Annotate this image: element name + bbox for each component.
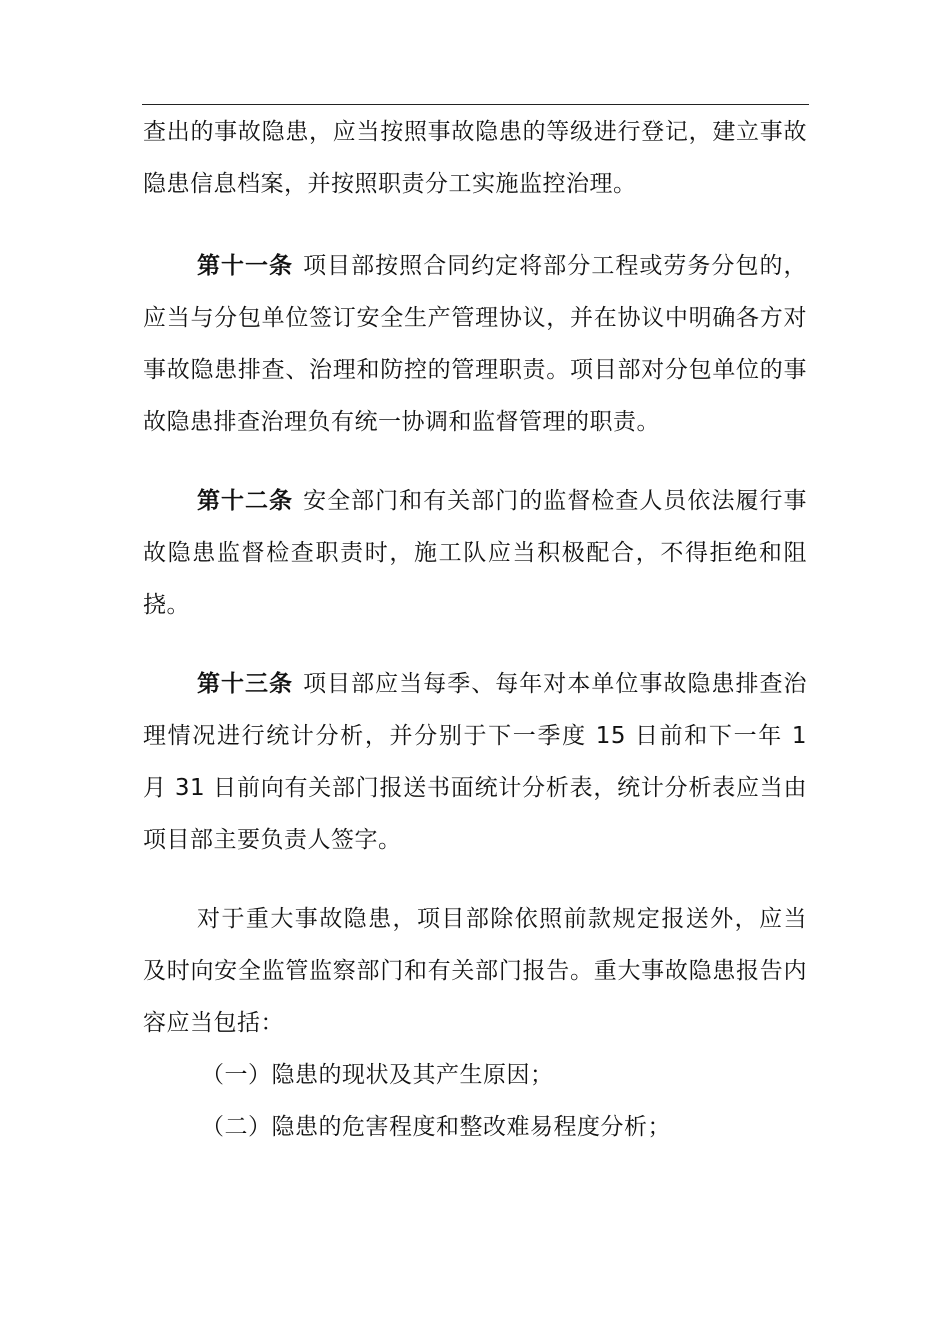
article-13 [143,658,807,866]
article-heading: 第十二条 [197,488,294,514]
article-11 [143,240,807,448]
article-text: 项目部应当每季、每年对本单位事故隐患排查治理情况进行统计分析，并分别于下一季度 15 日前和下一年 1 月 31 日前向有关部门报送书面统计分析表，统计分析表应当由项目部主要负责人签字。 [143,671,808,853]
article-text: 安全部门和有关部门的监督检查人员依法履行事故隐患监督检查职责时，施工队应当积极配合，不得拒绝和阻挠。 [143,488,808,618]
report-item: （一）隐患的现状及其产生原因； [201,1062,554,1088]
report-item: （二）隐患的危害程度和整改难易程度分析； [201,1114,671,1140]
intro-paragraph: 查出的事故隐患，应当按照事故隐患的等级进行登记，建立事故隐患信息档案，并按照职责分工实施监控治理。 [143,119,807,197]
header-rule [142,104,809,105]
major-hazard-paragraph: 对于重大事故隐患，项目部除依照前款规定报送外，应当及时向安全监管监察部门和有关部门报告。重大事故隐患报告内容应当包括： [143,906,807,1036]
article-heading: 第十一条 [197,253,294,279]
document-body [143,106,807,1153]
article-text: 项目部按照合同约定将部分工程或劳务分包的，应当与分包单位签订安全生产管理协议，并在协议中明确各方对事故隐患排查、治理和防控的管理职责。项目部对分包单位的事故隐患排查治理负有统一协调和监督管理的职责。 [143,253,808,435]
article-12 [143,475,807,631]
article-heading: 第十三条 [197,671,294,697]
